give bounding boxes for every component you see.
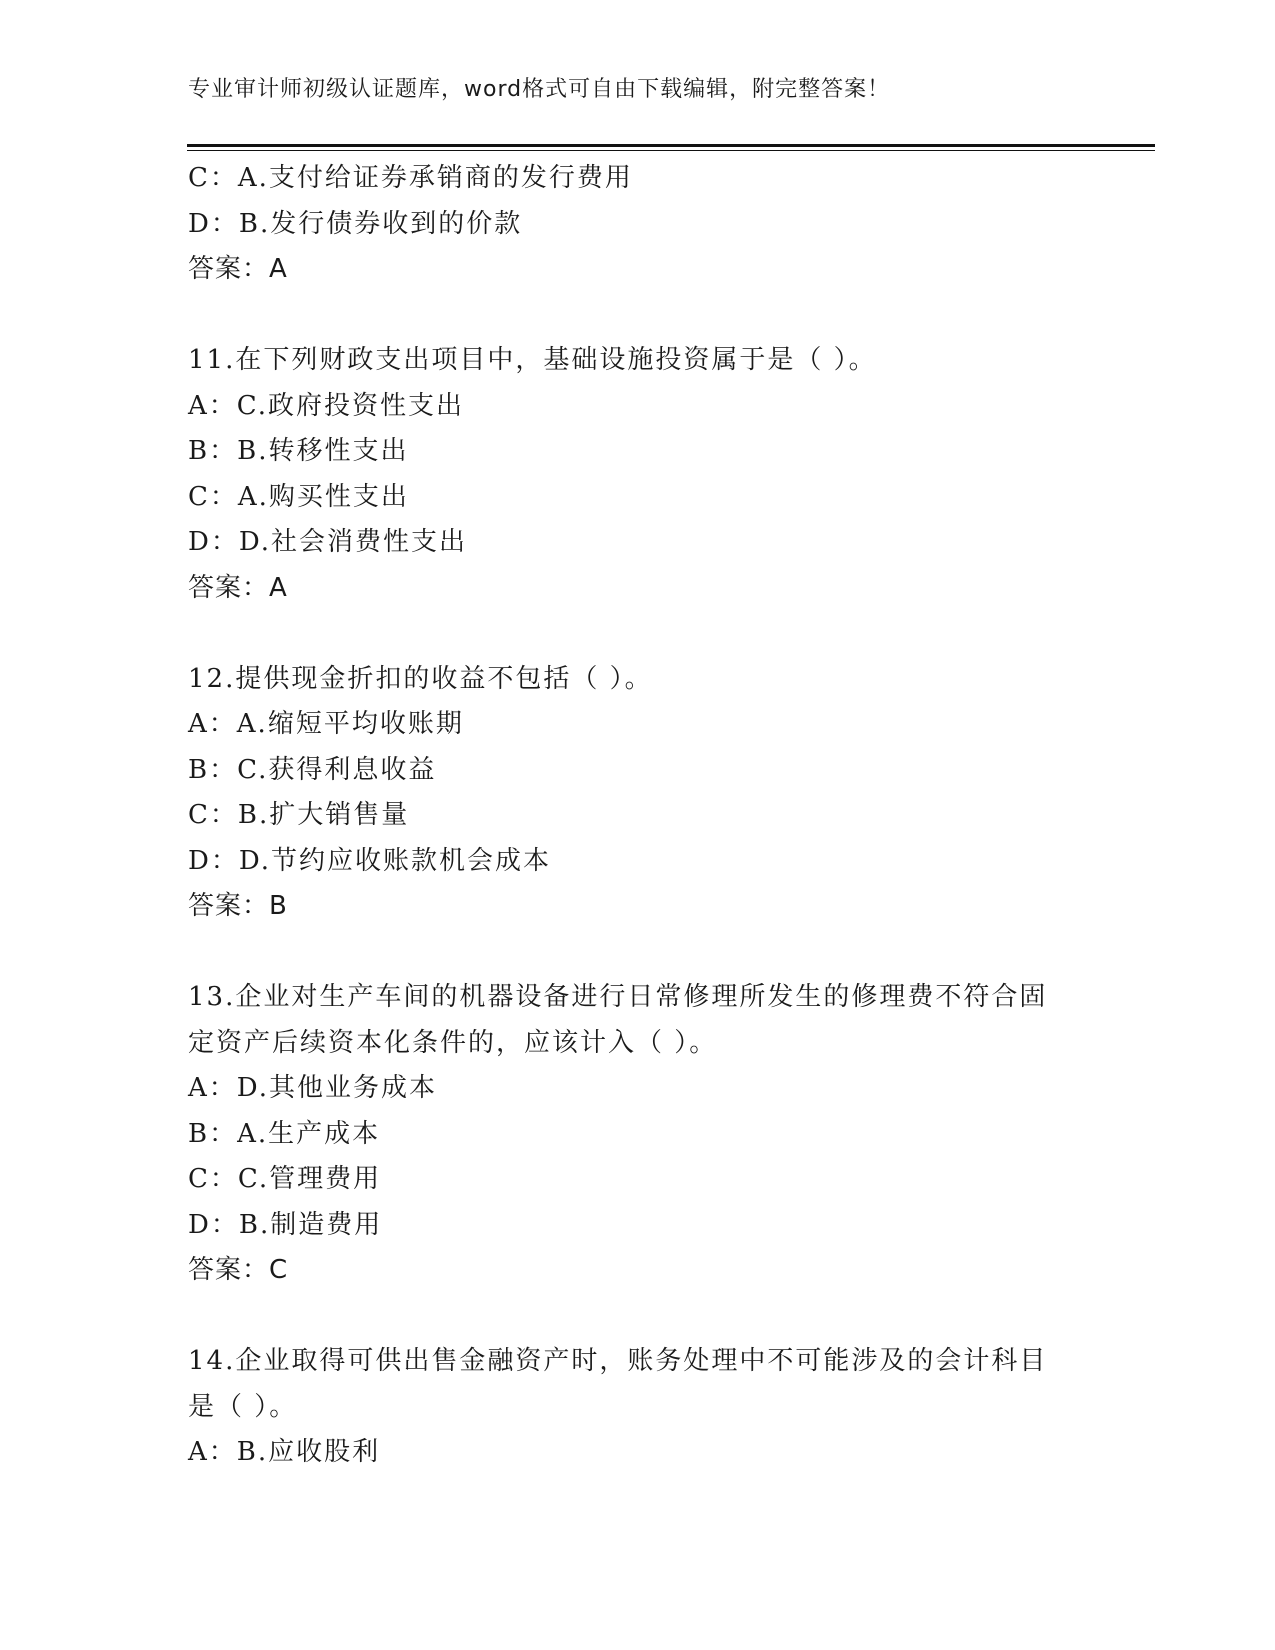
answer-line: 答案：B <box>188 891 288 921</box>
question-stem: 13.企业对生产车间的机器设备进行日常修理所发生的修理费不符合固定资产后续资本化条件的，应该计入（ ）。 <box>188 982 1048 1058</box>
option-d: D：D.节约应收账款机会成本 <box>188 845 552 876</box>
question-stem: 14.企业取得可供出售金融资产时，账务处理中不可能涉及的会计科目是（ ）。 <box>188 1346 1048 1422</box>
answer-line: 答案：A <box>188 254 288 284</box>
option-c: C：A.支付给证券承销商的发行费用 <box>188 163 633 193</box>
question-content <box>188 156 1088 1476</box>
spacer <box>188 1294 1088 1340</box>
page-header: 专业审计师初级认证题库，word格式可自由下载编辑，附完整答案！ <box>188 77 891 102</box>
header-divider-thick <box>187 144 1155 147</box>
question-stem: 11.在下列财政支出项目中，基础设施投资属于是（ ）。 <box>188 345 877 375</box>
answer-line: 答案：A <box>188 572 288 603</box>
option-a: A：A.缩短平均收账期 <box>188 709 464 739</box>
option-b: B：B.转移性支出 <box>188 436 409 466</box>
question-item <box>188 657 1088 930</box>
option-c: C：A.购买性支出 <box>188 481 409 512</box>
answer-line: 答案：C <box>188 1255 289 1285</box>
option-c: C：B.扩大销售量 <box>188 800 410 830</box>
question-continuation <box>188 156 1088 293</box>
question-item <box>188 1339 1088 1476</box>
option-b: B：A.生产成本 <box>188 1118 381 1149</box>
option-d: D：B.制造费用 <box>188 1209 383 1240</box>
spacer <box>188 611 1088 657</box>
question-item <box>188 975 1088 1294</box>
option-a: A：D.其他业务成本 <box>188 1073 437 1103</box>
question-stem: 12.提供现金折扣的收益不包括（ ）。 <box>188 663 653 694</box>
option-c: C：C.管理费用 <box>188 1164 382 1194</box>
option-a: A：B.应收股利 <box>188 1437 381 1467</box>
spacer <box>188 293 1088 339</box>
option-b: B：C.获得利息收益 <box>188 754 437 785</box>
option-d: D：D.社会消费性支出 <box>188 527 468 557</box>
header-divider-thin <box>187 150 1155 151</box>
option-d: D：B.发行债券收到的价款 <box>188 208 523 239</box>
option-a: A：C.政府投资性支出 <box>188 390 465 421</box>
question-item <box>188 338 1088 611</box>
spacer <box>188 930 1088 976</box>
